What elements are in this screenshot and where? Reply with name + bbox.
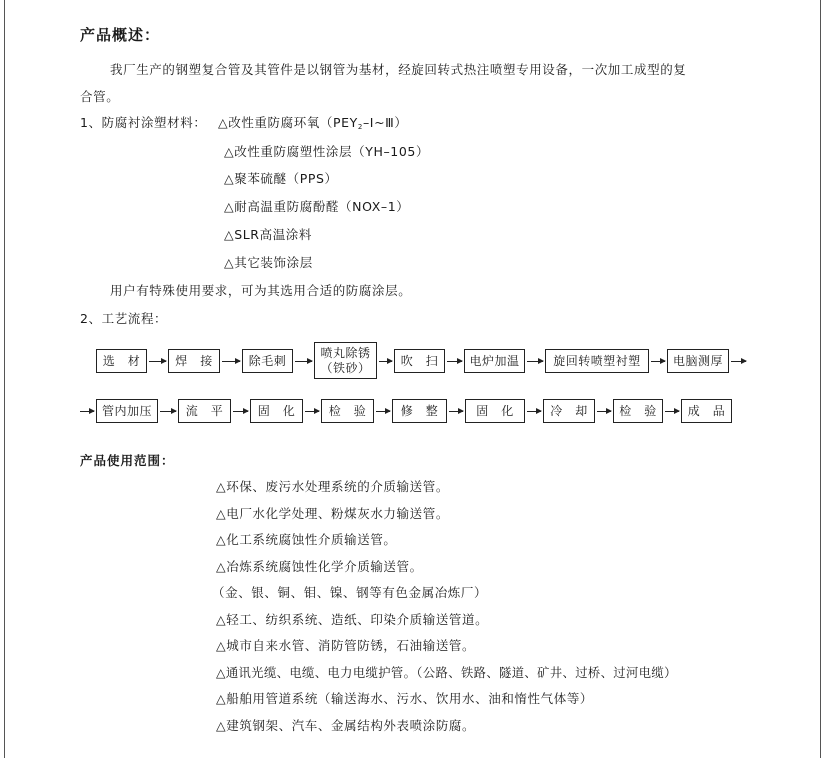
flow-arrow [233,411,248,412]
usage-item: △化工系统腐蚀性介质输送管。 [216,532,397,547]
material-item-peye: △改性重防腐环氧$(PEY_2-Ⅰ\sim Ⅲ)$ [218,115,408,131]
flow-arrow [651,361,665,362]
usage-item: △建筑钢架、汽车、金属结构外表喷涂防腐。 [216,718,476,733]
process-step: 选 材 [96,349,147,373]
flow-arrow [597,411,611,412]
flow-arrow [527,411,541,412]
process-step: 检 验 [321,399,374,423]
flow-arrow [665,411,679,412]
flow-arrow [149,361,166,362]
process-step: 修 整 [392,399,447,423]
process-step: 喷丸除锈 （铁砂） [314,342,377,379]
usage-item: △电厂水化学处理、粉煤灰水力输送管。 [216,506,449,521]
process-step: 检 验 [613,399,663,423]
overview-title: 产品概述： [80,26,161,44]
usage-item: △通讯光缆、电缆、电力电缆护管。（公路、铁路、隧道、矿井、过桥、过河电缆） [216,666,677,680]
usage-item: △环保、废污水处理系统的介质输送管。 [216,479,449,494]
process-step: 管内加压 [96,399,158,423]
page-border-left [4,0,5,758]
usage-item: △船舶用管道系统（输送海水、污水、饮用水、油和惰性气体等） [216,691,594,706]
flow-arrow [379,361,392,362]
page-border-right [820,0,821,758]
flow-arrow [295,361,312,362]
process-step: 吹 扫 [394,349,445,373]
process-heading: 2、工艺流程： [80,311,168,326]
flow-arrow [376,411,390,412]
usage-title: 产品使用范围： [80,453,175,468]
process-step: 除毛刺 [242,349,293,373]
flow-arrow [222,361,240,362]
usage-item: △冶炼系统腐蚀性化学介质输送管。 [216,559,423,574]
process-step: 流 平 [178,399,231,423]
material-item: △其它装饰涂层 [224,255,313,270]
materials-heading: 1、防腐衬涂塑材料： [80,115,207,130]
usage-item: △轻工、纺织系统、造纸、印染介质输送管道。 [216,612,489,627]
flow-arrow [80,411,94,412]
material-item: △耐高温重防腐酚醛（NOX–1） [224,199,410,214]
process-step: 旋回转喷塑衬塑 [545,349,649,373]
usage-item: △城市自来水管、消防管防锈，石油输送管。 [216,638,476,653]
flow-arrow [449,411,463,412]
flow-arrow [160,411,176,412]
material-item: △SLR高温涂料 [224,227,312,242]
process-step: 焊 接 [168,349,220,373]
flow-arrow [731,361,746,362]
process-step: 固 化 [250,399,303,423]
process-step: 冷 却 [543,399,595,423]
process-step: 固 化 [465,399,525,423]
flow-arrow [447,361,462,362]
intro-line-1: 我厂生产的钢塑复合管及其管件是以钢管为基材，经旋回转式热注喷塑专用设备，一次加工成型的复 [110,62,687,77]
usage-item: （金、银、铜、钼、镍、钢等有色金属冶炼厂） [212,585,488,600]
process-step: 成 品 [681,399,732,423]
material-item: △改性重防腐塑性涂层（YH–105） [224,144,430,159]
special-note: 用户有特殊使用要求，可为其选用合适的防腐涂层。 [110,283,412,298]
material-item: △聚苯硫醚（PPS） [224,171,338,186]
intro-line-2: 合管。 [80,89,120,104]
flow-arrow [527,361,543,362]
flow-arrow [305,411,319,412]
process-step: 电炉加温 [464,349,525,373]
process-step: 电脑测厚 [667,349,729,373]
